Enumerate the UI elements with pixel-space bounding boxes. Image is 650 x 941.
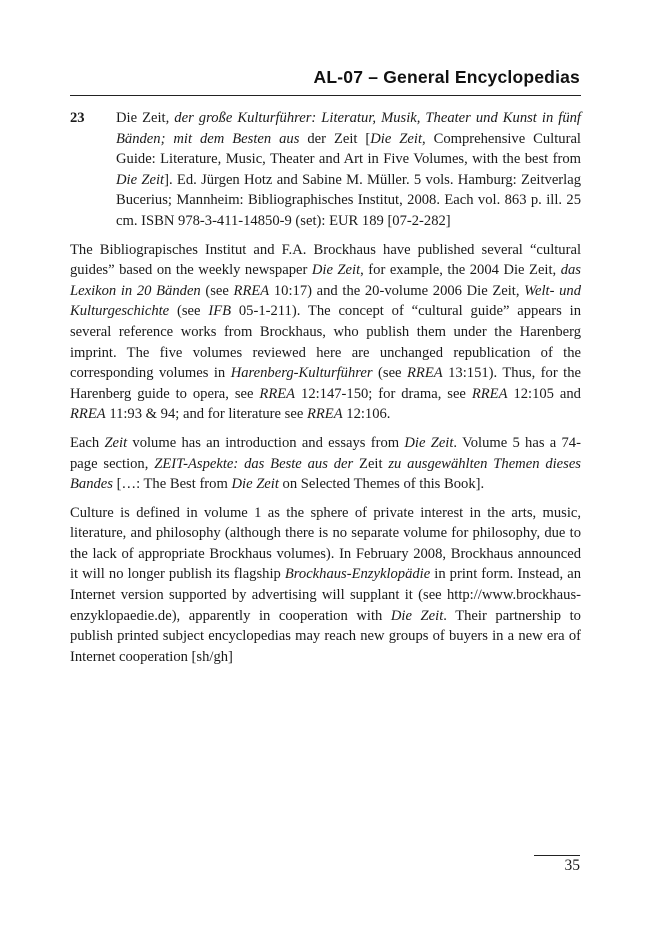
bibliographic-entry [70,108,581,232]
text-segment: (see [372,365,407,382]
italic-text-segment: RREA [70,406,106,423]
text-segment: , for example, the 2004 Die Zeit, [360,262,561,279]
italic-text-segment: RREA [407,365,443,382]
text-segment: on Selected Themes of this Book]. [278,476,485,493]
text-segment: Culture is defined in volume 1 as the sphere of private interest in the arts, music, literature, and philosophy (although there is no separate volume for philosophy, due to the lack of appropriate Brockhaus volumes). In February 2008, Brockhaus announced it will no longer publish its flagship [70,504,581,583]
review-paragraph-3 [70,503,581,668]
italic-text-segment: Brockhaus-Enzyklopädie [284,566,431,583]
text-segment: 13:151). Thus, for the Harenberg guide to opera, see [70,365,581,402]
italic-text-segment: Harenberg-Kulturführer [230,365,373,382]
italic-text-segment: Die Zeit [390,607,444,624]
italic-text-segment: zu ausgewählten Themen dieses Bandes [70,455,581,493]
italic-text-segment: , der große Kulturführer: Literatur, Musik, Theater und Kunst in fünf Bänden; mit dem Besten aus [116,110,581,147]
entry-number: 23 [70,110,85,126]
italic-text-segment: das Lexikon in 20 Bänden [70,262,581,299]
text-segment: 11:93 & 94; and for literature see [105,406,307,423]
text-segment: 12:147-150; for drama, see [295,385,472,402]
footer-rule [534,855,580,856]
italic-text-segment: RREA [259,385,296,402]
text-segment: volume has an introduction and essays from [127,434,405,451]
text-segment: (see [169,303,209,320]
page-content [70,108,581,675]
text-segment: […: The Best from [112,476,232,493]
entry-text [116,110,581,229]
italic-text-segment: RREA [471,385,508,402]
text-segment: 12:105 and [507,385,581,402]
italic-text-segment: Die Zeit [311,262,361,279]
italic-text-segment: ZEIT-Aspekte: das Beste aus der [154,455,354,472]
text-segment: (see [200,282,234,299]
page-number: 35 [564,857,580,874]
text-segment: Die Zeit [116,110,166,126]
text-segment: Zeit [353,455,389,472]
italic-text-segment: IFB [208,303,232,320]
italic-text-segment: Die Zeit [404,434,454,451]
text-segment: . Volume 5 has a 74-page section, [70,434,581,472]
italic-text-segment: RREA [233,282,270,299]
italic-text-segment: Die Zeit [231,476,279,493]
italic-text-segment: Welt- und Kulturgeschichte [70,282,581,320]
text-segment: der Zeit [ [307,130,371,147]
text-segment: 12:106. [342,406,391,423]
text-segment: Each [70,434,105,451]
text-segment: 05-1-211). The concept of “cultural guide” appears in several reference works from Brockhaus, who publish them under the Harenberg imprint. The five volumes reviewed here are unchanged republication of the corresponding volumes in [70,303,582,382]
text-segment: ]. Ed. Jürgen Hotz and Sabine M. Müller. 5 vols. Hamburg: Zeitverlag Bucerius; Mannheim: Bibliographisches Institut, 2008. Each vol. 863 p. ill. 25 cm. ISBN 978-3-411-14850-9 (set): EUR 189 [07-2-282] [116,171,581,229]
text-segment: , Comprehensive Cultural Guide: Literature, Music, Theater and Art in Five Volumes, with the best from [116,130,581,168]
review-paragraph-2 [70,433,581,495]
text-segment: . Their partnership to publish printed subject encyclopedias may reach new groups of buyers in a new era of Internet cooperation [sh/gh] [70,607,581,665]
running-header: AL-07 – General Encyclopedias [313,67,580,87]
text-segment: The Bibliograpisches Institut and F.A. Brockhaus have published several “cultural guides” based on the weekly newspaper [70,241,581,279]
italic-text-segment: RREA [306,406,343,423]
review-paragraph-1 [70,240,581,425]
italic-text-segment: Zeit [104,434,128,451]
italic-text-segment: Die Zeit [370,130,422,147]
header-rule [70,95,581,96]
italic-text-segment: Die Zeit [116,171,165,188]
text-segment: in print form. Instead, an Internet version supported by advertising will supplant it (see http://www.brockhaus-enzyklopaedie.de), apparently in cooperation with [70,566,581,624]
text-segment: 10:17) and the 20-volume 2006 Die Zeit, [269,282,525,299]
